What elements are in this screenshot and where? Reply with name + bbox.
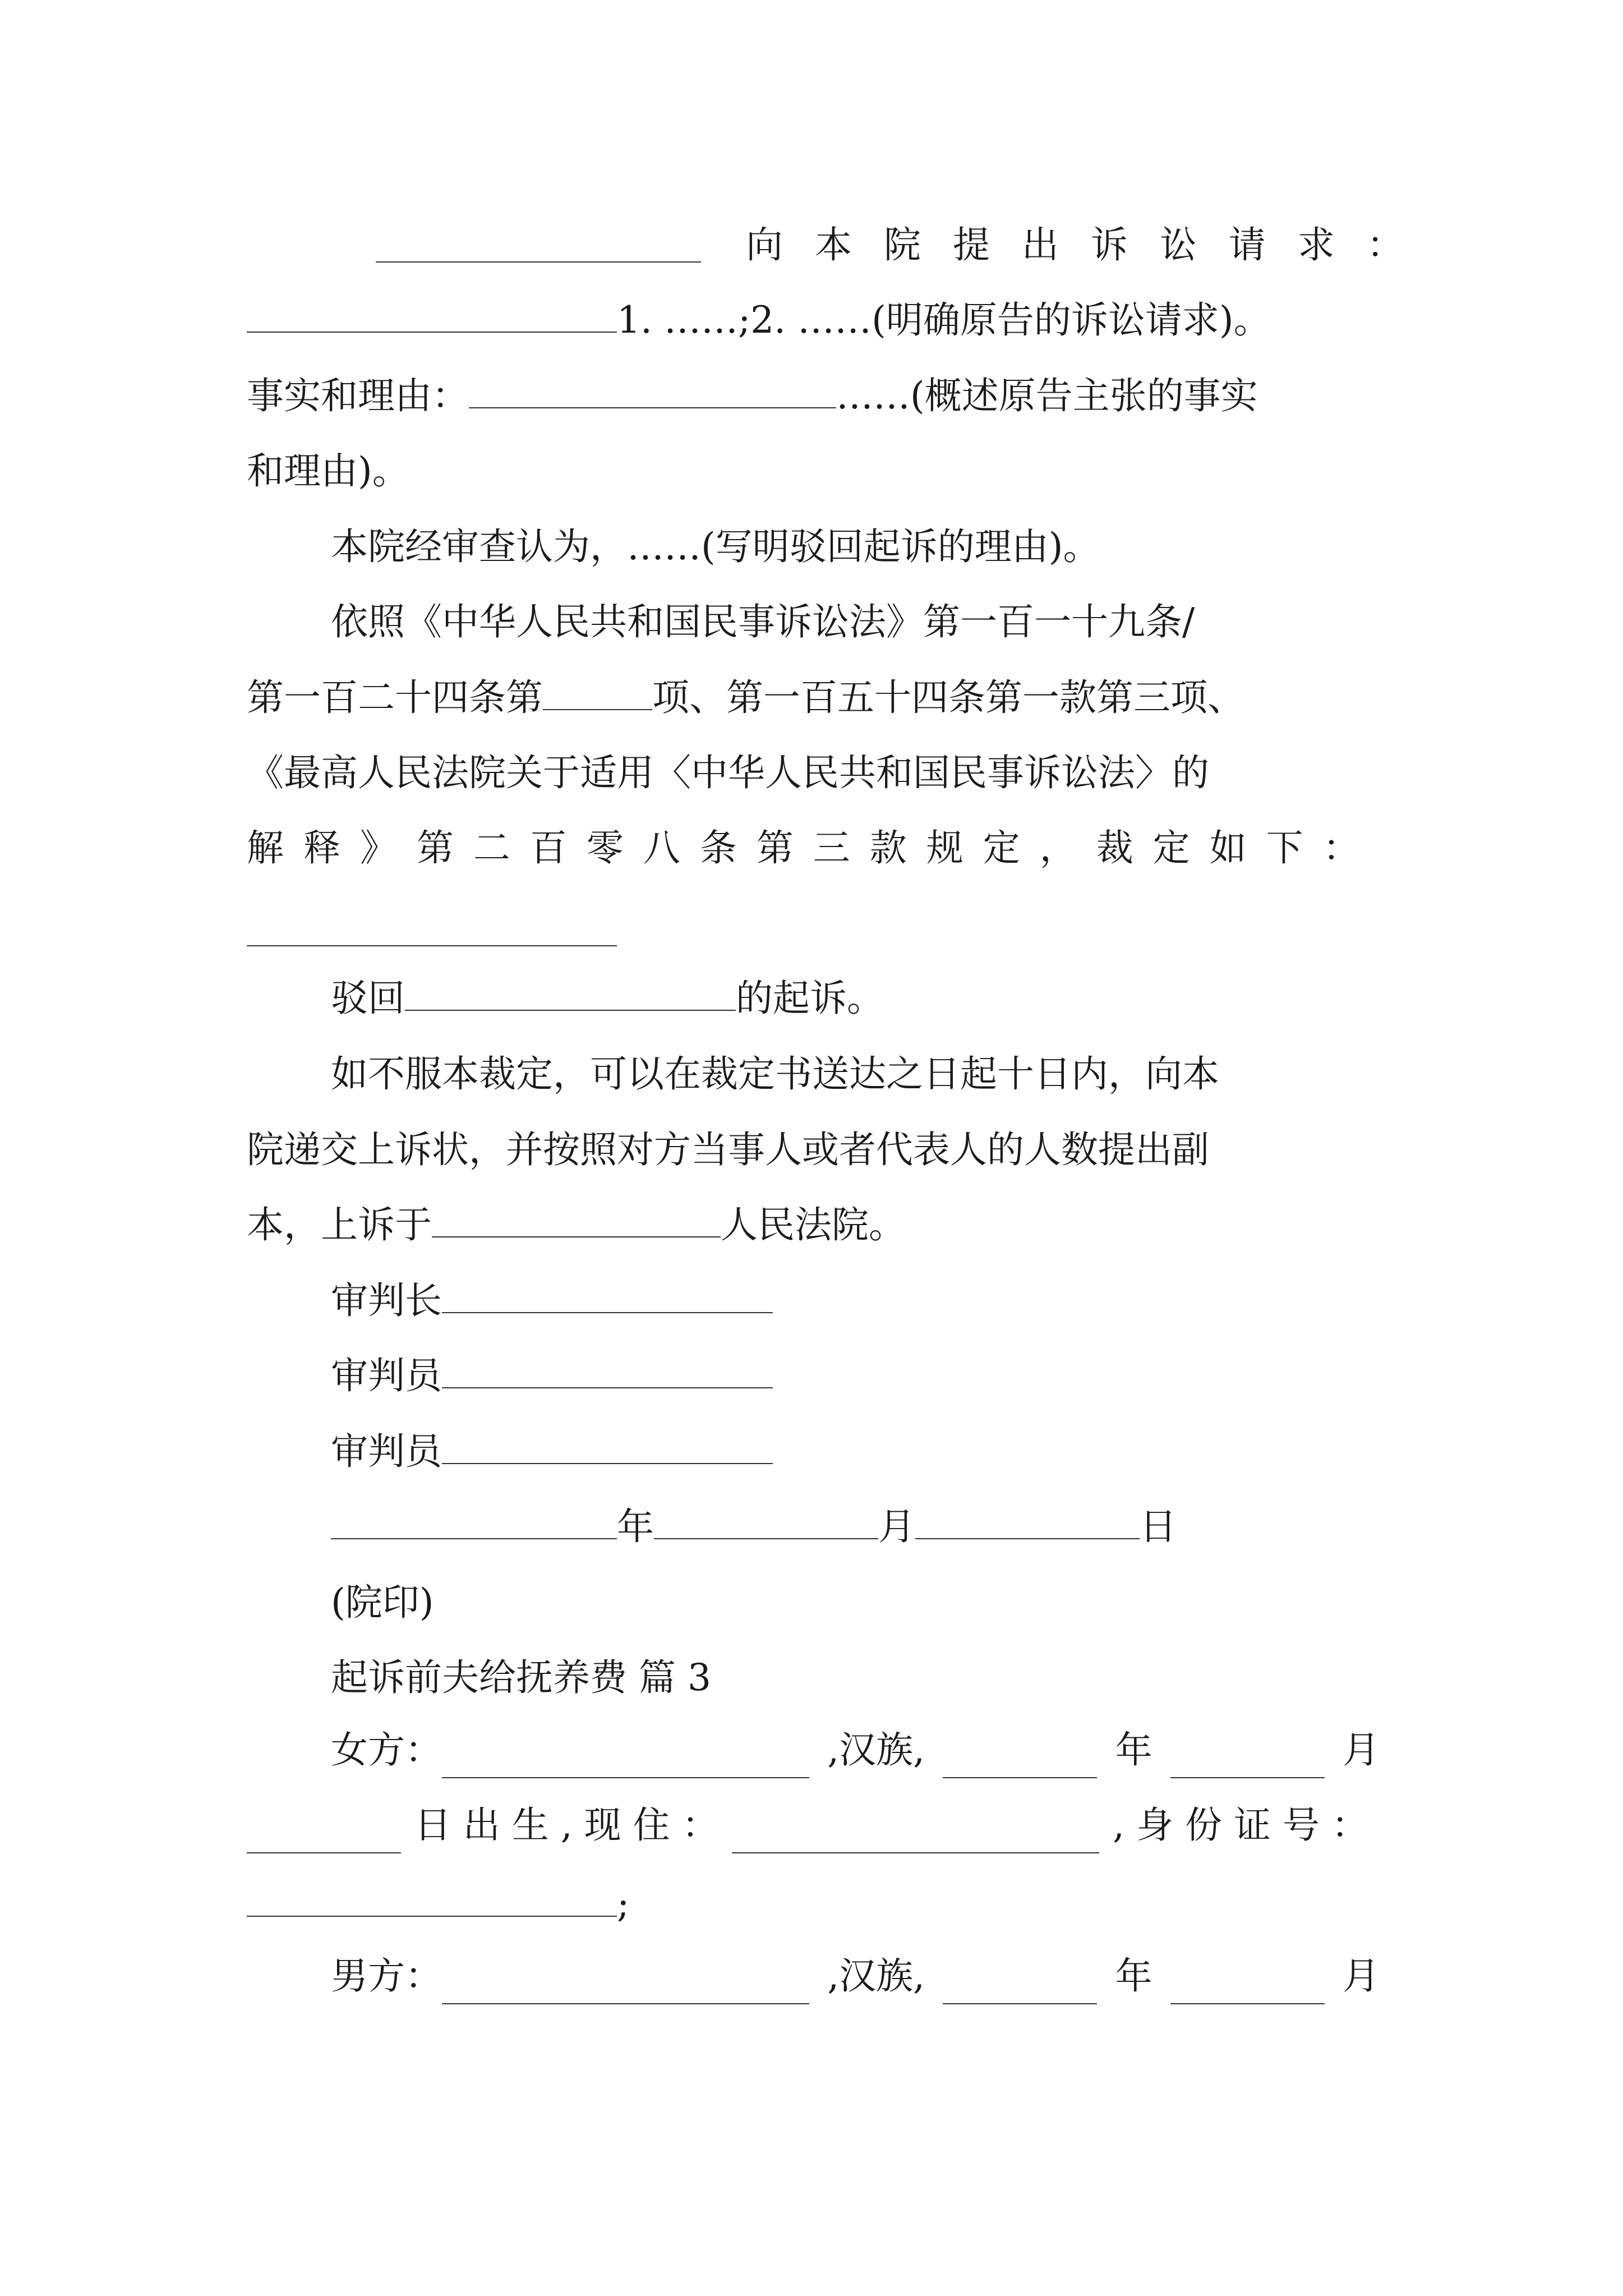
appeal-line-2 [247, 1122, 1424, 1178]
blank-field[interactable] [1170, 1975, 1325, 2004]
facts-line [247, 368, 1424, 424]
blank-field[interactable] [442, 1975, 809, 2004]
blank-field[interactable] [1170, 1749, 1325, 1778]
ruling-line [247, 970, 1424, 1027]
claim-items-line [247, 292, 1424, 348]
blank-field[interactable] [442, 1359, 773, 1388]
month-label: 月 [1342, 1728, 1380, 1772]
month-label: 月 [1342, 1954, 1380, 1998]
blank-field[interactable] [654, 1510, 878, 1539]
claim-items-text: 1. ……;2. ……(明确原告的诉讼请求)。 [617, 298, 1271, 342]
chief-judge-label: 审判长 [331, 1279, 442, 1322]
judge-label-1: 审判员 [331, 1354, 442, 1397]
female-id-line [247, 1876, 1424, 1932]
ruling-text-b: 的起诉。 [736, 977, 884, 1020]
blank-field[interactable] [943, 1975, 1097, 2004]
legal-basis-text-2a: 第一百二十四条第 [247, 676, 543, 719]
claim-heading-line [746, 217, 1414, 273]
blank-field[interactable] [442, 1749, 809, 1778]
facts-text: ……(概述原告主张的事实 [836, 374, 1258, 417]
legal-basis-text-2b: 项、第一百五十四条第一款第三项、 [652, 676, 1244, 719]
claim-heading-text: 向 本 院 提 出 诉 讼 请 求 ： [746, 223, 1414, 266]
ethnicity-text: ,汉族, [827, 1954, 925, 1998]
judge-line-2 [247, 1424, 1424, 1480]
appeal-text-3b: 人民法院。 [721, 1203, 906, 1246]
section-heading [247, 1650, 1424, 1706]
female-label: 女方： [331, 1728, 442, 1772]
chief-judge-line [247, 1273, 1424, 1329]
year-label: 年 [1115, 1728, 1152, 1772]
ethnicity-text: ,汉族, [827, 1728, 925, 1772]
blank-field[interactable] [331, 1510, 617, 1539]
seal-label: (院印) [331, 1581, 434, 1624]
legal-basis-line-1 [247, 594, 1424, 650]
month-label: 月 [878, 1505, 915, 1548]
appeal-line-1 [247, 1046, 1424, 1102]
blank-field[interactable] [442, 1284, 773, 1313]
blank-field[interactable] [376, 261, 701, 263]
female-party-line [247, 1726, 1380, 1782]
male-party-line [247, 1952, 1380, 2008]
blank-field[interactable] [247, 1888, 617, 1917]
appeal-line-3 [247, 1197, 1424, 1253]
legal-basis-line-3 [247, 745, 1424, 801]
blank-field[interactable] [247, 1824, 401, 1853]
judge-label-2: 审判员 [331, 1430, 442, 1473]
year-label: 年 [617, 1505, 654, 1548]
date-line [247, 1499, 1424, 1555]
appeal-text-3a: 本，上诉于 [247, 1203, 432, 1246]
facts-label: 事实和理由： [247, 374, 469, 417]
blank-field[interactable] [405, 982, 736, 1011]
legal-basis-text-1: 依照《中华人民共和国民事诉讼法》第一百一十九条/ [331, 600, 1195, 643]
year-label: 年 [1115, 1954, 1152, 1998]
blank-field[interactable] [732, 1824, 1099, 1853]
ruling-text-a: 驳回 [331, 977, 405, 1020]
court-opinion-text: 本院经审查认为，……(写明驳回起诉的理由)。 [331, 525, 1100, 568]
appeal-text-1: 如不服本裁定，可以在裁定书送达之日起十日内，向本 [331, 1052, 1219, 1096]
judge-line-1 [247, 1348, 1424, 1404]
male-label: 男方： [331, 1954, 442, 1998]
facts-line-end [247, 443, 1424, 499]
birth-address-label: 日 出 生 , 现 住 ： [414, 1803, 719, 1847]
legal-basis-line-4 [247, 820, 1363, 876]
legal-basis-line-2 [247, 670, 1424, 726]
blank-field[interactable] [943, 1749, 1097, 1778]
seal-line [247, 1575, 1424, 1631]
facts-text-end: 和理由)。 [247, 449, 409, 493]
day-label: 日 [1140, 1505, 1177, 1548]
appeal-text-2: 院递交上诉状，并按照对方当事人或者代表人的人数提出副 [247, 1128, 1209, 1171]
semicolon: ; [617, 1883, 630, 1926]
legal-basis-text-3: 《最高人民法院关于适用〈中华人民共和国民事诉讼法〉的 [247, 751, 1209, 794]
legal-basis-text-4: 解 释 》 第 二 百 零 八 条 第 三 款 规 定 ， 裁 定 如 下 ： [247, 826, 1364, 869]
female-birth-line [247, 1801, 1368, 1857]
blank-field[interactable] [469, 379, 836, 408]
blank-field[interactable] [915, 1510, 1140, 1539]
blank-field[interactable] [442, 1435, 773, 1464]
blank-field[interactable] [543, 681, 652, 710]
court-opinion-line [247, 519, 1424, 575]
id-number-label: , 身 份 证 号 ： [1113, 1803, 1368, 1847]
blank-field[interactable] [247, 945, 617, 946]
section-heading-text: 起诉前夫给抚养费 篇 3 [331, 1656, 711, 1699]
blank-field[interactable] [247, 303, 617, 333]
blank-field[interactable] [432, 1208, 721, 1237]
